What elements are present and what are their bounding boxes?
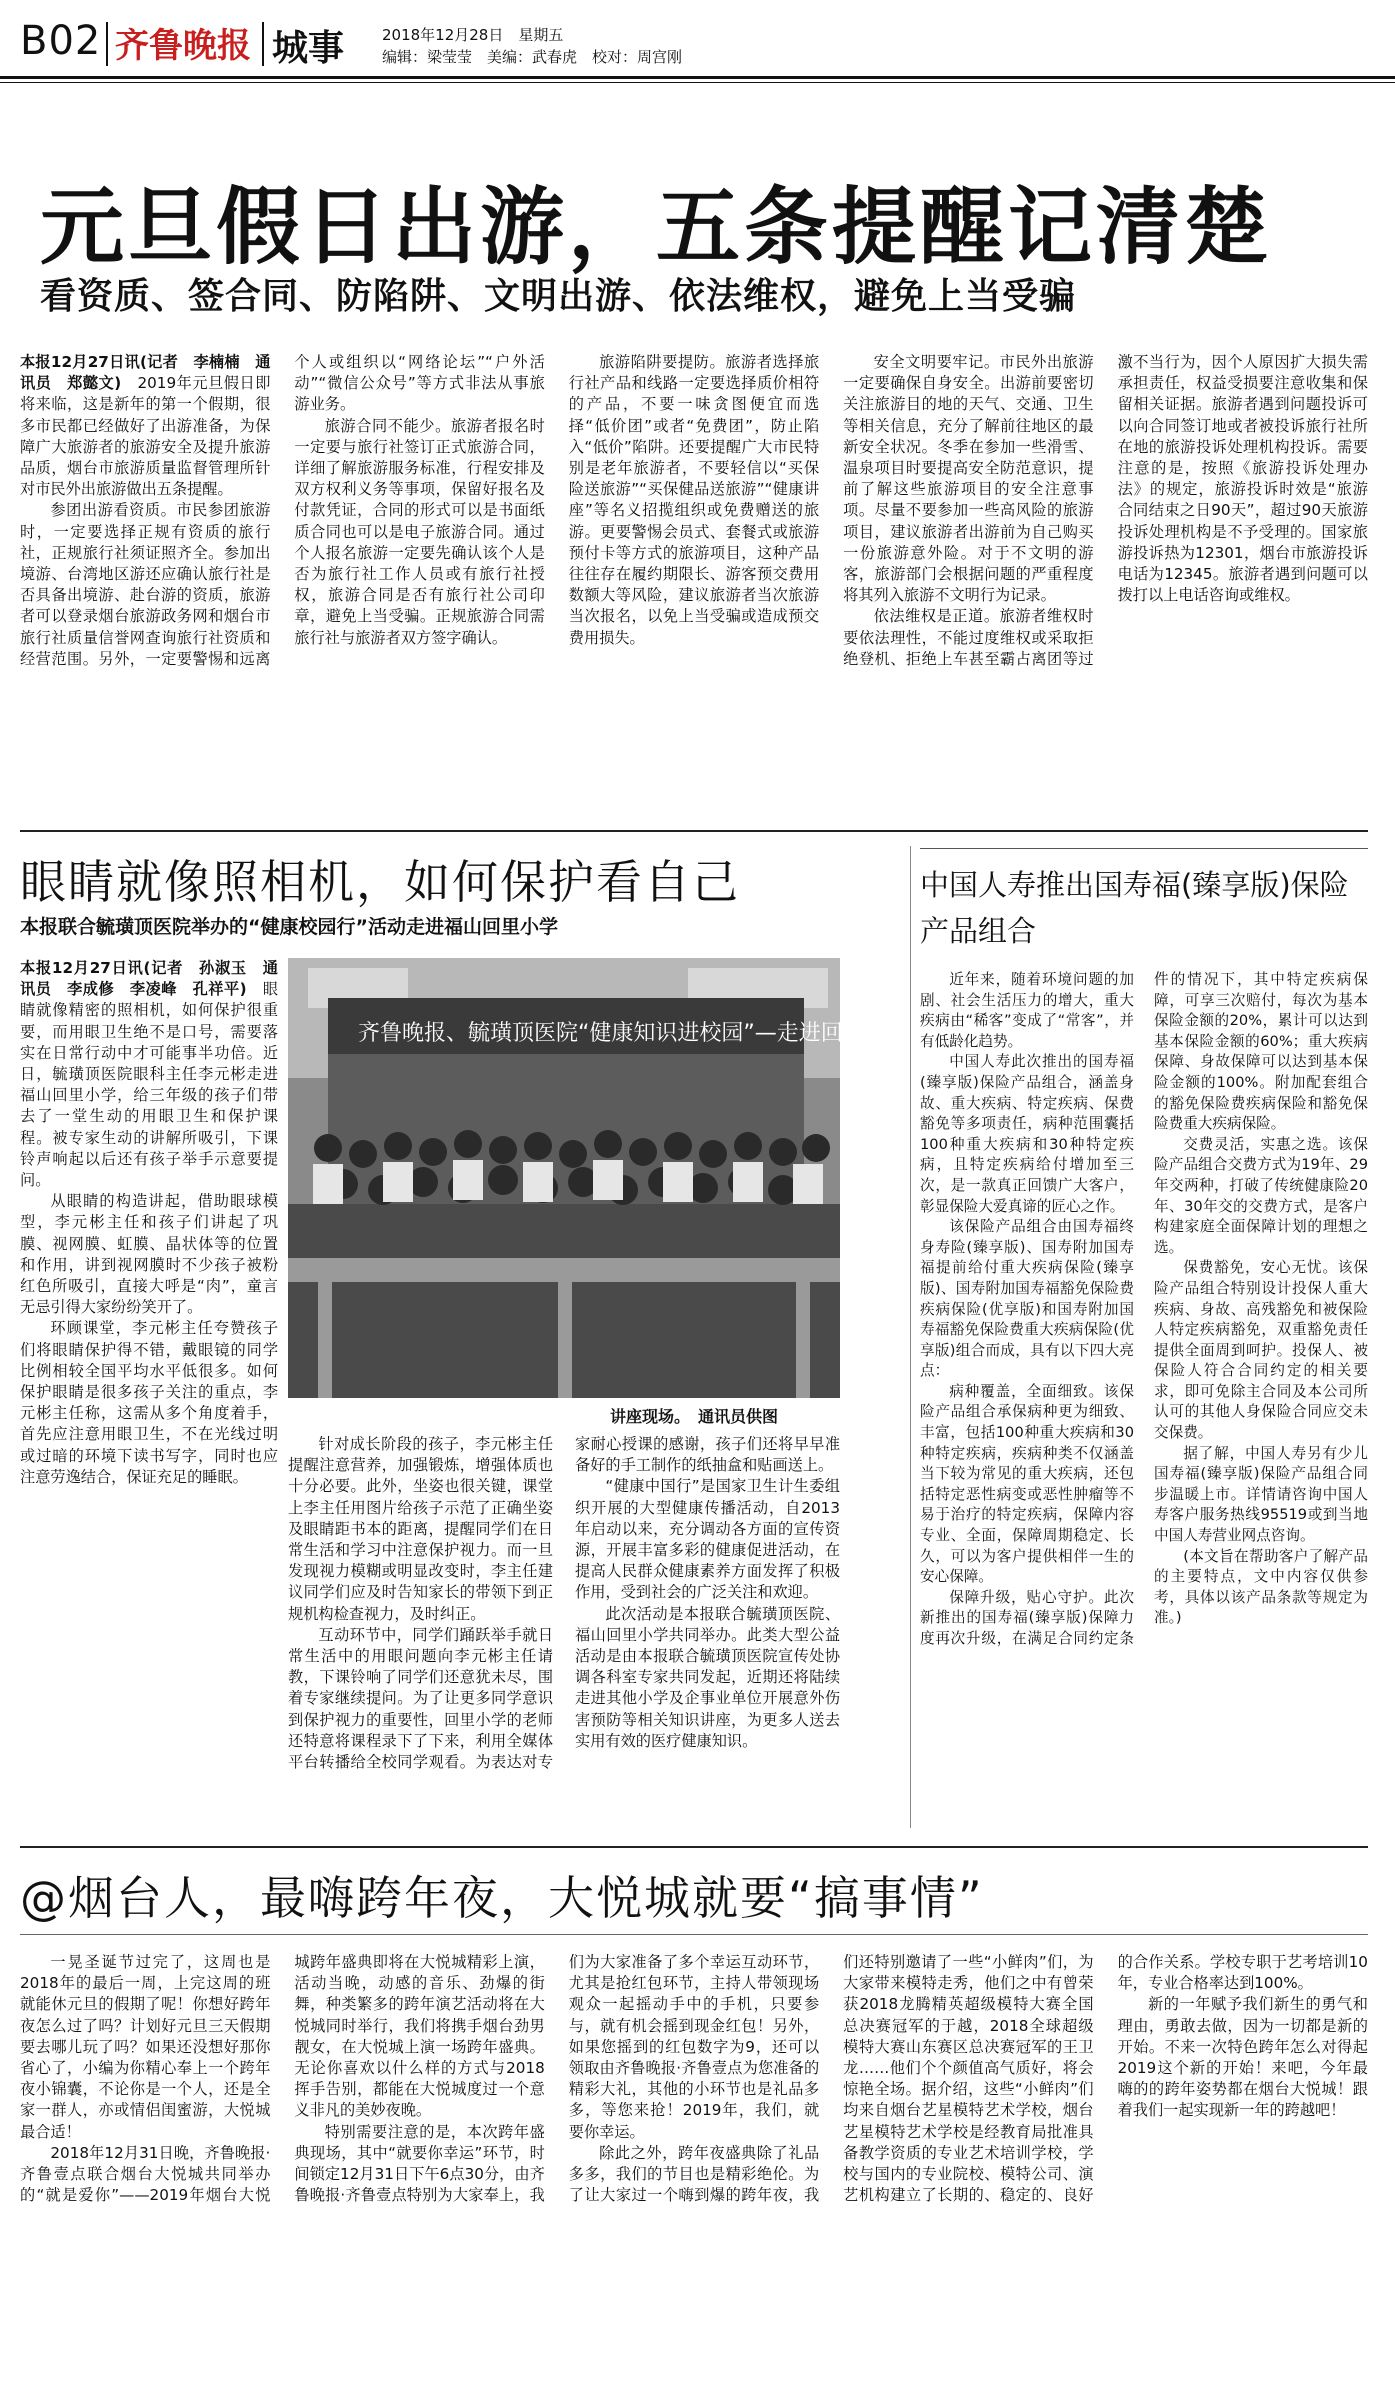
article1-dateline: 本报12月27日讯(记者 李楠楠 通讯员 郑懿文) — [20, 353, 271, 393]
article1-paragraph: 本报12月27日讯(记者 李楠楠 通讯员 郑懿文) 2019年元旦假日即将来临，这是新年的第一个假期，很多市民都已经做好了出游准备，为保障广大旅游者的旅游安全及提升旅游品质，烟台市旅游质量监督管理所针对市民外出旅游做出五条提醒。 — [20, 353, 271, 499]
sidebar-divider — [910, 846, 911, 1828]
staff-credits: 编辑：梁莹莹 美编：武春虎 校对：周宫刚 — [382, 48, 683, 66]
article1-subheadline: 看资质、签合同、防陷阱、文明出游、依法维权，避免上当受骗 — [40, 276, 1077, 317]
article2-paragraph: “健康中国行”是国家卫生计生委组织开展的大型健康传播活动，自2013年启动以来，充分调动各方面的宣传资源，开展丰富多彩的健康促进活动，在提高人民群众健康素养方面发挥了积极作用，受到社会的广泛关注和欢迎。 — [575, 1477, 840, 1602]
sidebar-paragraph: 该保险产品组合由国寿福终身寿险(臻享版)、国寿附加国寿福提前给付重大疾病保险(臻享版)、国寿附加国寿福豁免保险费疾病保险(优享版)和国寿附加国寿福豁免保险费重大疾病保险(优享版)组合而成，具有以下四大亮点： — [920, 1218, 1134, 1380]
article2-subheadline: 本报联合毓璜顶医院举办的“健康校园行”活动走进福山回里小学 — [20, 916, 558, 938]
article1-body — [20, 352, 1368, 807]
article2-paragraph: 互动环节中，同学们踊跃举手就日常生活中的用眼问题向李元彬主任请教，下课铃响了同学们还意犹未尽，围着专家继续提问。为了让更多同学意识到保护视力的重要性，回里小学的老师还特意将课程录下了下来，利用全媒体平台转播给全校同学观看。为表达对专家耐心授课的感谢，孩子们还将早早准备好的手工制作的纸抽盒和贴画送上。 — [288, 1435, 840, 1772]
sidebar-paragraph: 交费灵活，实惠之选。该保险产品组合交费方式为19年、29年交两种，打破了传统健康险20年、30年交的交费方式，是客户构建家庭全面保障计划的理想之选。 — [1154, 1135, 1368, 1256]
article3-paragraph: 2018年12月31日晚，齐鲁晚报·齐鲁壹点联合烟台大悦城共同举办的“就是爱你”——2019年烟台大悦城跨年盛典即将在大悦城精彩上演，活动当晚，动感的音乐、劲爆的街舞，种类繁多的跨年演艺活动将在大悦城同时举行，我们将携手烟台劲男靓女，在大悦城上演一场跨年盛典。无论你喜欢以什么样的方式与2018挥手告别，都能在大悦城度过一个意义非凡的美妙夜晚。 — [20, 1953, 545, 2205]
sidebar-body — [920, 970, 1368, 1828]
issue-date: 2018年12月28日 星期五 — [382, 26, 564, 44]
header-divider — [106, 22, 108, 66]
sidebar-paragraph: 中国人寿此次推出的国寿福(臻享版)保险产品组合，涵盖身故、重大疾病、特定疾病、保费豁免等多项责任，病种范围囊括100种重大疾病和30种特定疾病，且特定疾病给付增加至三次，是一款真正回馈广大客户，彰显保险大爱真谛的匠心之作。 — [920, 1053, 1134, 1215]
sidebar-paragraph: (本文旨在帮助客户了解产品的主要特点，文中内容仅供参考，具体以该产品条款等规定为准。) — [1154, 1547, 1368, 1627]
article2-lower-columns — [288, 1434, 840, 1828]
article1-paragraph: 旅游合同不能少。旅游者报名时一定要与旅行社签订正式旅游合同，详细了解旅游服务标准，行程安排及双方权利义务等事项，保留好报名及付款凭证，合同的形式可以是书面纸质合同也可以是电子旅游合同。通过个人报名旅游一定要先确认该个人是否为旅行社工作人员或有旅行社授权，旅游合同是否有旅行社公司印章，避免上当受骗。正规旅游合同需旅行社与旅游者双方签字确认。 — [294, 416, 545, 647]
article3-paragraph: 一晃圣诞节过完了，这周也是2018年的最后一周，上完这周的班就能休元旦的假期了呢！你想好跨年夜怎么过了吗？计划好元旦三天假期要去哪儿玩了吗？如果还没想好那你省心了，小编为你精心奉上一个跨年夜小锦囊，不论你是一个人，还是全家一群人，亦或情侣闺蜜游，大悦城最合适！ — [20, 1953, 271, 2141]
article1-paragraph: 安全文明要牢记。市民外出旅游一定要确保自身安全。出游前要密切关注旅游目的地的天气、交通、卫生等相关信息，充分了解前往地区的最新安全状况。冬季在参加一些滑雪、温泉项目时要提高安全防范意识，提前了解这些旅游项目的安全注意事项。尽量不要参加一些高风险的旅游项目，建议旅游者出游前为自己购买一份旅游意外险。对于不文明的游客，旅游部门会根据问题的严重程度将其列入旅游不文明行为记录。 — [843, 353, 1094, 605]
sidebar-paragraph: 保费豁免，安心无忧。该保险产品组合特别设计投保人重大疾病、身故、高残豁免和被保险人特定疾病豁免，双重豁免责任提供全面周到呵护。投保人、被保险人符合合同约定的相关要求，即可免除主合同及本公司所认可的其他人身保险合同应交未交保费。 — [1154, 1259, 1368, 1442]
article3-rule — [20, 1934, 1368, 1935]
article2-col1 — [20, 958, 278, 1828]
article1-paragraph: 依法维权是正道。旅游者维权时要依法理性，不能过度维权或采取拒绝登机、拒绝上车甚至霸占离团等过激不当行为，因个人原因扩大损失需承担责任，权益受损要注意收集和保留相关证据。旅游者遇到问题投诉可以向合同签订地或者被投诉旅行社所在地的旅游投诉处理机构投诉。需要注意的是，按照《旅游投诉处理办法》的规定，旅游投诉时效是“旅游合同结束之日90天”，超过90天旅游投诉处理机构是不予受理的。国家旅游投诉热为12301，烟台市旅游投诉电话为12345。旅游者遇到问题可以拨打以上电话咨询或维权。 — [843, 353, 1368, 668]
sidebar-top-rule — [920, 848, 1368, 849]
lecture-photo — [288, 958, 909, 1398]
sidebar-paragraph: 病种覆盖，全面细致。该保险产品组合承保病种更为细致、丰富，包括100种重大疾病和30种特定疾病，疾病种类不仅涵盖当下较为常见的重大疾病，还包括特定恶性病变或恶性肿瘤等不易于治疗的特定疾病，保障内容专业、全面，保障周期稳定、长久，可以为客户提供相伴一生的安心保障。 — [920, 1382, 1134, 1586]
article1-headline: 元旦假日出游，五条提醒记清楚 — [40, 178, 1273, 276]
header-rule — [0, 76, 1395, 79]
section-divider — [20, 1846, 1368, 1848]
header-rule-thin — [0, 82, 1395, 83]
article3-body — [20, 1952, 1368, 2382]
sidebar-paragraph: 据了解，中国人寿另有少儿国寿福(臻享版)保险产品组合同步温暖上市。详情请咨询中国人寿客户服务热线95519或到当地中国人寿营业网点咨询。 — [1154, 1444, 1368, 1545]
article2-paragraph: 本报12月27日讯(记者 孙淑玉 通讯员 李成修 李凌峰 孔祥平) 眼睛就像精密的照相机，如何保护很重要，而用眼卫生绝不是口号，需要落实在日常行动中才可能事半功倍。近日，毓璜顶医院眼科主任李元彬走进福山回里小学，给三年级的孩子们带去了一堂生动的用眼卫生和保护课程。被专家生动的讲解所吸引，下课铃声响起以后还有孩子举手示意要提问。 — [20, 959, 278, 1190]
article1-paragraph: 旅游陷阱要提防。旅游者选择旅行社产品和线路一定要选择质价相符的产品，不要一味贪图便宜而选择“低价团”或者“免费团”，防止陷入“低价”陷阱。还要提醒广大市民特别是老年旅游者，不要轻信以“买保险送旅游”“买保健品送旅游”“健康讲座”等名义招揽组织或免费赠送的旅游。更要警惕会员式、套餐式或旅游预付卡等方式的旅游项目，这种产品往往存在履约期限长、游客预交费用数额大等风险，建议旅游者当次旅游当次报名，以免上当受骗或造成预交费用损失。 — [568, 353, 820, 647]
article3-paragraph: 新的一年赋予我们新生的勇气和理由，勇敢去做，因为一切都是新的开始。不来一次特色跨年怎么对得起2019这个新的开始！来吧，今年最嗨的的跨年姿势都在烟台大悦城！跟着我们一起实现新一年的跨越吧！ — [1117, 1995, 1368, 2120]
article1-paragraph: 参团出游看资质。市民参团旅游时，一定要选择正规有资质的旅行社，正规旅行社须证照齐全。参加出境游、台湾地区游还应确认旅行社是否具备出境游、赴台游的资质，旅游者可以登录烟台旅游政务网和烟台市旅行社质量信誉网查询旅行社资质和经营范围。另外，一定要警惕和远离个人或组织以“网络论坛”“户外活动”“微信公众号”等方式非法从事旅游业务。 — [20, 353, 545, 668]
section-divider — [20, 830, 1368, 832]
page-code: B02 — [20, 18, 102, 64]
photo-banner-text: 齐鲁晚报、毓璜顶医院“健康知识进校园”—走进回里小学 — [358, 1021, 909, 1046]
section-title: 城事 — [272, 28, 345, 69]
article3-paragraph: 除此之外，跨年夜盛典除了礼品多多，我们的节目也是精彩绝伦。为了让大家过一个嗨到爆的跨年夜，我们还特别邀请了一些“小鲜肉”们，为大家带来模特走秀，他们之中有曾荣获2018龙腾精英超级模特大赛全国总决赛冠军的于越，2018全球超级模特大赛山东赛区总决赛冠军的王卫龙……他们个个颜值高气质好，将会惊艳全场。据介绍，这些“小鲜肉”们均来自烟台艺星模特艺术学校，烟台艺星模特艺术学校是经教育局批准具备教学资质的专业艺术培训学校，学校与国内的专业院校、模特公司、演艺机构建立了长期的、稳定的、良好的合作关系。学校专职于艺考培训10年，专业合格率达到100%。 — [568, 1953, 1368, 2205]
article2-paragraph: 环顾课堂，李元彬主任夸赞孩子们将眼睛保护得不错，戴眼镜的同学比例相较全国平均水平低很多。如何保护眼睛是很多孩子关注的重点，李元彬主任称，这需从多个角度着手，首先应注意用眼卫生，不在光线过明或过暗的环境下读书写字，同时也应注意劳逸结合，保证充足的睡眠。 — [20, 1319, 278, 1486]
article2-headline: 眼睛就像照相机，如何保护看自己 — [20, 855, 740, 909]
article2-paragraph: 针对成长阶段的孩子，李元彬主任提醒注意营养，加强锻炼，增强体质也十分必要。此外，坐姿也很关键，课堂上李主任用图片给孩子示范了正确坐姿及眼睛距书本的距离，提醒同学们在日常生活和学习中注意保护视力。而一旦发现视力模糊或明显改变时，李主任建议同学们应及时告知家长的带领下到正规机构检查视力，及时纠正。 — [288, 1435, 553, 1623]
article2-paragraph: 从眼睛的构造讲起，借助眼球模型，李元彬主任和孩子们讲起了巩膜、视网膜、虹膜、晶状体等的位置和作用，讲到视网膜时不少孩子被粉红色所吸引，直接大呼是“肉”，童言无忌引得大家纷纷笑开了。 — [20, 1192, 278, 1317]
article3-headline: @烟台人，最嗨跨年夜，大悦城就要“搞事情” — [20, 1871, 984, 1925]
newspaper-logo: 齐鲁晚报 — [115, 26, 251, 66]
article3-paragraph: 特别需要注意的是，本次跨年盛典现场，其中“就要你幸运”环节，时间锁定12月31日下午6点30分，由齐鲁晚报·齐鲁壹点特别为大家奉上，我们为大家准备了多个幸运互动环节，尤其是抢红包环节，主持人带领现场观众一起摇动手中的手机，只要参与，就有机会摇到现金红包！另外，如果您摇到的红包数字为9，还可以领取由齐鲁晚报·齐鲁壹点为您准备的精彩大礼，其他的小环节也是礼品多多，等您来抢！2019年，我们，就要你幸运。 — [294, 1953, 820, 2205]
photo-caption: 讲座现场。 通讯员供图 — [610, 1407, 779, 1426]
sidebar-paragraph: 保障升级，贴心守护。此次新推出的国寿福(臻享版)保障力度再次升级，在满足合同约定条件的情况下，其中特定疾病保障，可享三次赔付，每次为基本保险金额的20%，累计可以达到基本保险金额的60%；重大疾病保障、身故保障可以达到基本保险金额的100%。附加配套组合的豁免保险费疾病保险和豁免保险费重大疾病保险。 — [920, 971, 1368, 1647]
article2-dateline: 本报12月27日讯(记者 孙淑玉 通讯员 李成修 李凌峰 孔祥平) — [20, 959, 278, 999]
header-divider — [262, 22, 264, 66]
sidebar-headline: 中国人寿推出国寿福(臻享版)保险产品组合 — [920, 868, 1349, 948]
sidebar-paragraph: 近年来，随着环境问题的加剧、社会生活压力的增大，重大疾病由“稀客”变成了“常客”，并有低龄化趋势。 — [920, 971, 1134, 1050]
article2-paragraph: 此次活动是本报联合毓璜顶医院、福山回里小学共同举办。此类大型公益活动是由本报联合毓璜顶医院宣传处协调各科室专家共同发起，近期还将陆续走进其他小学及企事业单位开展意外伤害预防等相关知识讲座，为更多人送去实用有效的医疗健康知识。 — [575, 1604, 840, 1750]
